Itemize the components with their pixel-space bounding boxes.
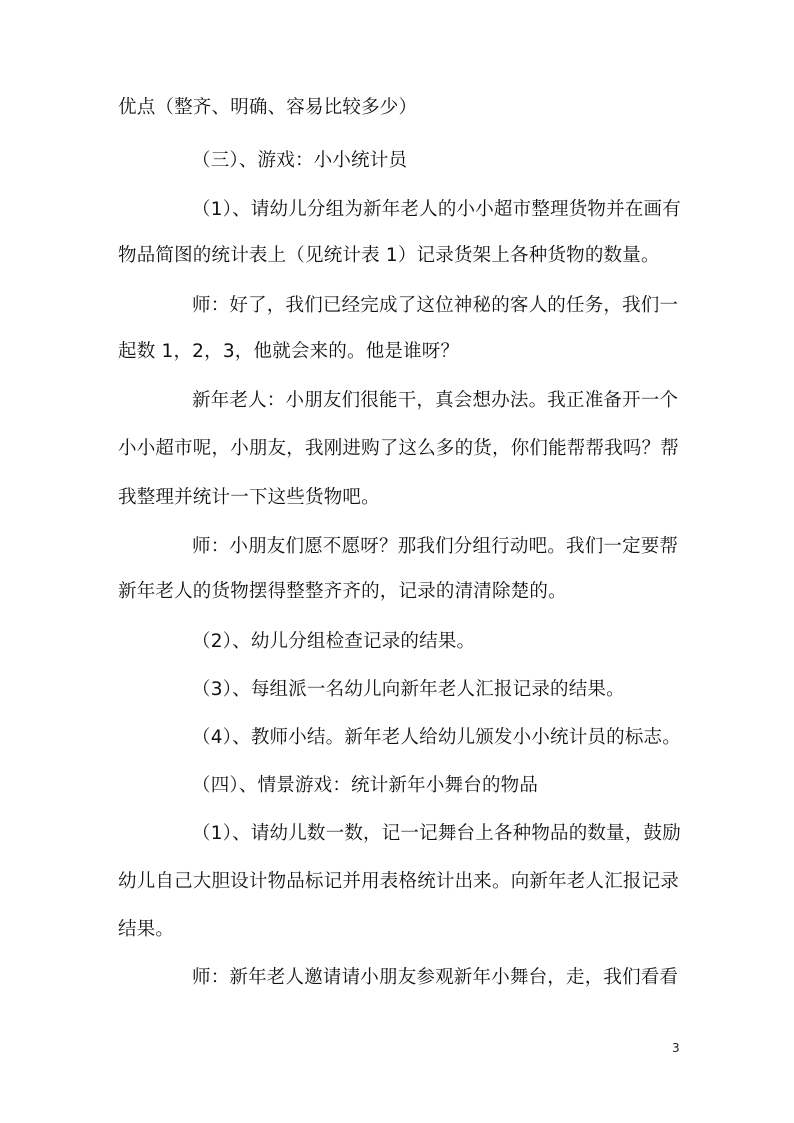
text-line: 结果。 bbox=[118, 919, 175, 940]
page-number: 3 bbox=[672, 1041, 680, 1055]
text-line: （2）、幼儿分组检查记录的结果。 bbox=[192, 631, 476, 652]
text-line: （4）、教师小结。新年老人给幼儿颁发小小统计员的标志。 bbox=[192, 727, 681, 748]
text-line: （1）、请幼儿数一数，记一记舞台上各种物品的数量，鼓励 bbox=[192, 823, 681, 844]
text-line: 起数 1，2，3，他就会来的。他是谁呀？ bbox=[118, 341, 460, 362]
text-line: 优点（整齐、明确、容易比较多少） bbox=[118, 97, 418, 118]
text-line: 师：小朋友们愿不愿呀？那我们分组行动吧。我们一定要帮 bbox=[192, 536, 679, 557]
text-line: 幼儿自己大胆设计物品标记并用表格统计出来。向新年老人汇报记录 bbox=[118, 871, 680, 892]
text-line: 小小超市呢，小朋友，我刚进购了这么多的货，你们能帮帮我吗？帮 bbox=[118, 438, 680, 459]
text-line: 师：好了，我们已经完成了这位神秘的客人的任务，我们一 bbox=[192, 295, 679, 316]
section-heading: （四）、情景游戏：统计新年小舞台的物品 bbox=[192, 775, 539, 796]
text-line: 我整理并统计一下这些货物吧。 bbox=[118, 487, 380, 508]
section-heading: （三）、游戏：小小统计员 bbox=[192, 150, 408, 171]
text-line: 物品简图的统计表上（见统计表 1）记录货架上各种货物的数量。 bbox=[118, 245, 660, 266]
text-line: 新年老人：小朋友们很能干，真会想办法。我正准备开一个 bbox=[192, 390, 679, 411]
text-line: （3）、每组派一名幼儿向新年老人汇报记录的结果。 bbox=[192, 679, 625, 700]
text-line: 新年老人的货物摆得整整齐齐的，记录的清清除楚的。 bbox=[118, 581, 567, 602]
text-line: （1）、请幼儿分组为新年老人的小小超市整理货物并在画有 bbox=[192, 199, 681, 220]
text-line: 师：新年老人邀请请小朋友参观新年小舞台，走，我们看看 bbox=[192, 967, 679, 988]
